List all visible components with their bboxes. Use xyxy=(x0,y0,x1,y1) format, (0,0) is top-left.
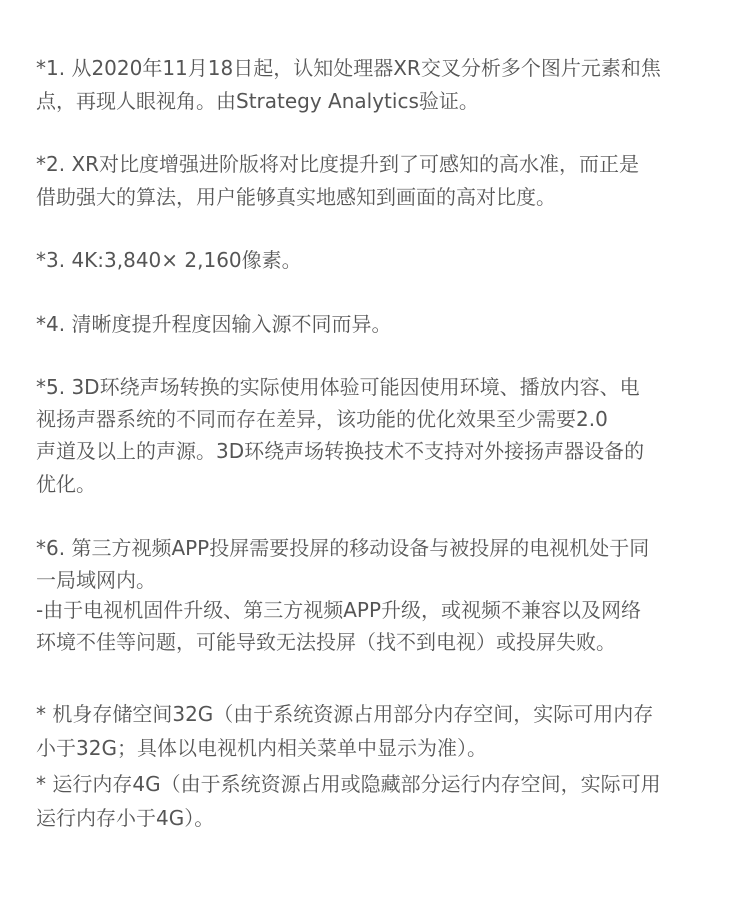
ram-note-line-2: 运行内存小于4G）。 xyxy=(36,806,215,830)
footnote-5-line-4: 优化。 xyxy=(36,472,96,496)
storage-note-line-1: * 机身存储空间32G（由于系统资源占用部分内存空间，实际可用内存 xyxy=(36,702,654,726)
footnote-2-line-1: *2. XR对比度增强进阶版将对比度提升到了可感知的高水准，而正是 xyxy=(36,152,640,176)
footnote-6-line-1: *6. 第三方视频APP投屏需要投屏的移动设备与被投屏的电视机处于同 xyxy=(36,536,650,560)
footnote-6-line-2: 一局域网内。 xyxy=(36,568,156,592)
footnote-5-line-2: 视扬声器系统的不同而存在差异，该功能的优化效果至少需要2.0 xyxy=(36,407,608,431)
footnote-2-line-2: 借助强大的算法，用户能够真实地感知到画面的高对比度。 xyxy=(36,185,556,209)
footnote-4-line-1: *4. 清晰度提升程度因输入源不同而异。 xyxy=(36,312,392,336)
footnote-3-line-1: *3. 4K:3,840× 2,160像素。 xyxy=(36,248,302,272)
footnote-5-line-3: 声道及以上的声源。3D环绕声场转换技术不支持对外接扬声器设备的 xyxy=(36,439,645,463)
footnote-1-line-2: 点，再现人眼视角。由Strategy Analytics验证。 xyxy=(36,89,479,113)
footnote-1-line-1: *1. 从2020年11月18日起，认知处理器XR交叉分析多个图片元素和焦 xyxy=(36,56,661,80)
footnote-5-line-1: *5. 3D环绕声场转换的实际使用体验可能因使用环境、播放内容、电 xyxy=(36,375,640,399)
footnote-6-line-3: -由于电视机固件升级、第三方视频APP升级，或视频不兼容以及网络 xyxy=(36,598,642,622)
storage-note-line-2: 小于32G；具体以电视机内相关菜单中显示为准）。 xyxy=(36,736,487,760)
ram-note-line-1: * 运行内存4G（由于系统资源占用或隐藏部分运行内存空间，实际可用 xyxy=(36,772,661,796)
footnote-6-line-4: 环境不佳等问题，可能导致无法投屏（找不到电视）或投屏失败。 xyxy=(36,630,616,654)
